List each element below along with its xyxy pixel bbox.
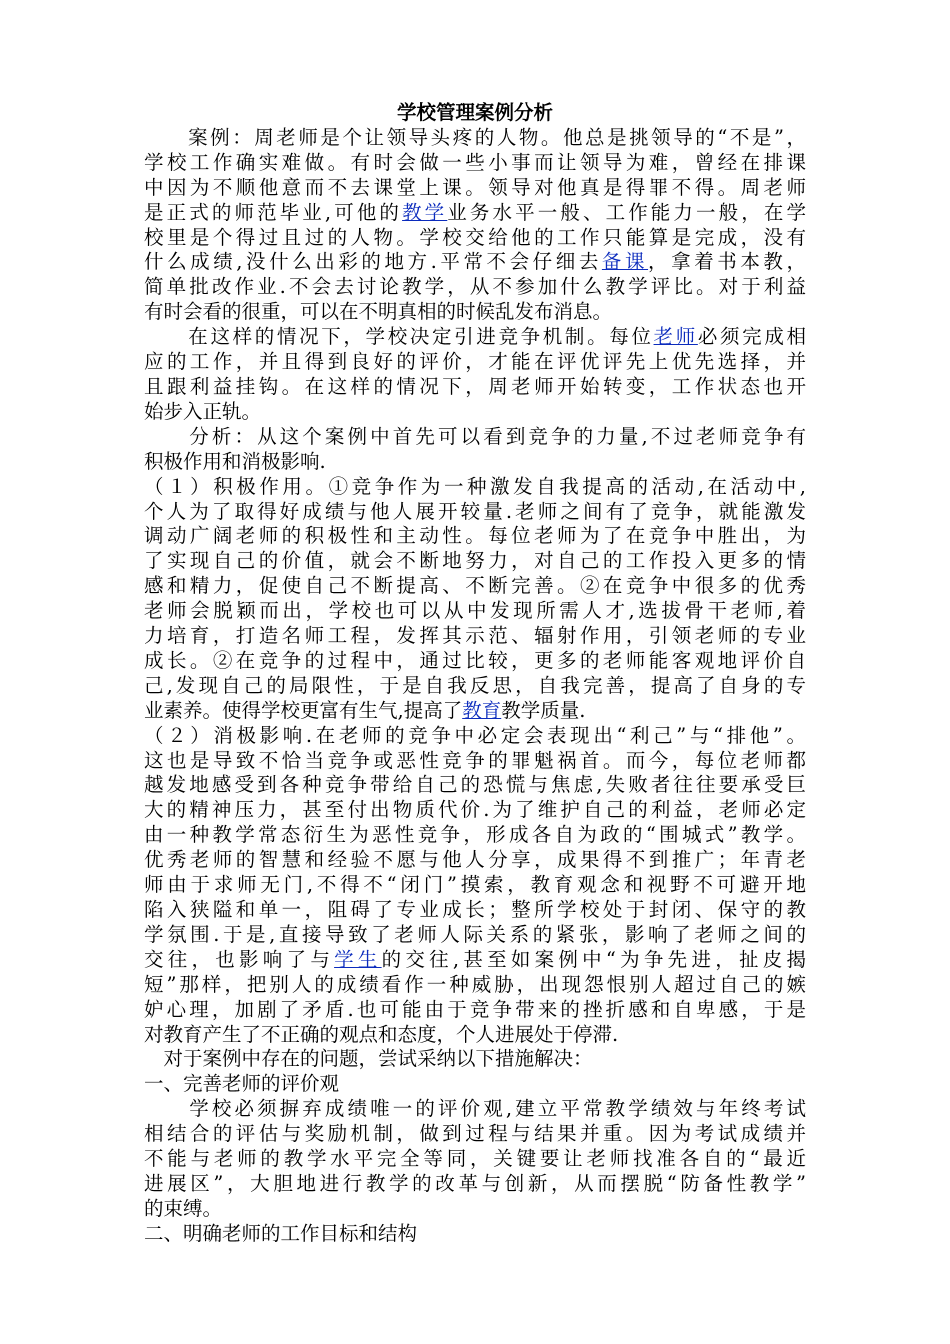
text-span: 己,发现自己的局限性，于是自我反思，自我完善，提高了自身的专 [144, 673, 806, 697]
text-span: ，拿着书本教， [648, 250, 806, 274]
text-line [144, 1097, 806, 1122]
text-line [144, 1197, 806, 1222]
text-line [144, 624, 806, 649]
text-line [144, 1122, 806, 1147]
text-line [144, 1147, 806, 1172]
text-span: 进展区”，大胆地进行教学的改革与创新，从而摆脱“防备性教学” [144, 1171, 806, 1195]
text-line [144, 823, 806, 848]
text-span: 业素养。使得学校更富有生气,提高了 [144, 698, 463, 722]
text-span: 相结合的评估与奖励机制，做到过程与结果并重。因为考试成绩并 [144, 1122, 806, 1146]
text-line [144, 923, 806, 948]
text-span: 在这样的情况下，学校决定引进竞争机制。每位 [144, 325, 654, 349]
text-span: 个人为了取得好成绩与他人展开较量.老师之间有了竞争，就能激发 [144, 499, 806, 523]
text-line [144, 873, 806, 898]
text-span: 案例：周老师是个让领导头疼的人物。他总是挑领导的“不是”， [144, 125, 806, 149]
document-title: 学校管理案例分析 [396, 101, 553, 124]
text-line [144, 948, 806, 973]
text-line [144, 250, 806, 275]
text-line [144, 475, 806, 500]
text-span: 由一种教学常态衍生为恶性竞争，形成各自为政的“围城式”教学。 [144, 823, 806, 847]
document-body [144, 101, 806, 1247]
text-line [144, 599, 806, 624]
text-span: 的交往,甚至如案例中“为争先进，扯皮揭 [381, 947, 806, 971]
text-line [144, 500, 806, 525]
text-line [144, 1222, 806, 1247]
text-line [144, 724, 806, 749]
text-span: 师由于求师无门,不得不“闭门”摸索，教育观念和视野不可避开地 [144, 873, 806, 897]
text-line [144, 848, 806, 873]
document-text [144, 126, 806, 1247]
text-line [144, 798, 806, 823]
text-line [144, 450, 806, 475]
text-span: 什么成绩,没什么出彩的地方.平常不会仔细去 [144, 250, 602, 274]
text-line [144, 1023, 806, 1048]
text-span: 应的工作，并且得到良好的评价，才能在评优评先上优先选择，并 [144, 350, 806, 374]
text-span: 是正式的师范毕业,可他的 [144, 200, 403, 224]
text-span: 学校工作确实难做。有时会做一些小事而让领导为难，曾经在排课 [144, 150, 806, 174]
text-line [144, 674, 806, 699]
text-span: 中因为不顺他意而不去课堂上课。领导对他真是得罪不得。周老师 [144, 175, 806, 199]
text-line [144, 275, 806, 300]
text-span: 业务水平一般、工作能力一般，在学 [447, 200, 806, 224]
inline-link[interactable]: 备课 [601, 250, 649, 274]
text-line [144, 1072, 806, 1097]
text-span: 有时会看的很重，可以在不明真相的时候乱发布消息。 [144, 300, 613, 324]
text-line [144, 574, 806, 599]
text-span: 老师会脱颖而出，学校也可以从中发现所需人才,选拔骨干老师,着 [144, 599, 806, 623]
text-line [144, 973, 806, 998]
text-span: 一、完善老师的评价观 [144, 1072, 340, 1096]
text-line [144, 524, 806, 549]
text-line [144, 998, 806, 1023]
text-line [144, 176, 806, 201]
text-span: 感和精力，促使自己不断提高、不断完善。②在竞争中很多的优秀 [144, 574, 806, 598]
text-span: 学校必须摒弃成绩唯一的评价观,建立平常教学绩效与年终考试 [144, 1097, 806, 1121]
text-span: （２）消极影响.在老师的竞争中必定会表现出“利己”与“排他”。 [144, 723, 806, 747]
text-line [144, 649, 806, 674]
text-line [144, 201, 806, 226]
text-span: 对于案例中存在的问题，尝试采纳以下措施解决： [144, 1047, 593, 1071]
text-line [144, 375, 806, 400]
text-span: 不能与老师的教学水平完全等同，关键要让老师找准各自的“最近 [144, 1147, 806, 1171]
text-span: 调动广阔老师的积极性和主动性。每位老师为了在竞争中胜出，为 [144, 524, 806, 548]
text-span: （１）积极作用。①竞争作为一种激发自我提高的活动,在活动中, [144, 474, 806, 498]
text-span: 短”那样，把别人的成绩看作一种威胁，出现怨恨别人超过自己的嫉 [144, 972, 806, 996]
text-span: 力培育，打造名师工程，发挥其示范、辐射作用，引领老师的专业 [144, 624, 806, 648]
text-line [144, 749, 806, 774]
text-span: 教学质量. [501, 698, 586, 722]
text-line [144, 300, 806, 325]
text-span: 优秀老师的智慧和经验不愿与他人分享，成果得不到推广；年青老 [144, 848, 806, 872]
text-line [144, 773, 806, 798]
text-span: 分析：从这个案例中首先可以看到竞争的力量,不过老师竞争有 [144, 424, 806, 448]
text-line [144, 1172, 806, 1197]
inline-link[interactable]: 教育 [462, 698, 502, 722]
text-line [144, 350, 806, 375]
text-span: 积极作用和消极影响. [144, 449, 326, 473]
text-span: 学氛围.于是,直接导致了老师人际关系的紧张，影响了老师之间的 [144, 922, 806, 946]
text-span: 成长。②在竞争的过程中，通过比较，更多的老师能客观地评价自 [144, 648, 806, 672]
text-line [144, 151, 806, 176]
inline-link[interactable]: 教学 [402, 200, 448, 224]
text-line [144, 699, 806, 724]
text-span: 二、明确老师的工作目标和结构 [144, 1221, 418, 1245]
text-span: 大的精神压力，甚至付出物质代价.为了维护自己的利益，老师必定 [144, 798, 806, 822]
text-span: 且跟利益挂钩。在这样的情况下，周老师开始转变，工作状态也开 [144, 374, 806, 398]
text-line [144, 126, 806, 151]
text-span: 交往，也影响了与 [144, 947, 335, 971]
inline-link[interactable]: 学生 [334, 947, 382, 971]
text-span: 的束缚。 [144, 1196, 223, 1220]
text-span: 陷入狭隘和单一，阻碍了专业成长；整所学校处于封闭、保守的教 [144, 898, 806, 921]
text-span: 这也是导致不恰当竞争或恶性竞争的罪魁祸首。而今，每位老师都 [144, 748, 806, 772]
text-span: 必须完成相 [697, 325, 806, 349]
inline-link[interactable]: 老师 [653, 325, 698, 349]
text-span: 对教育产生了不正确的观点和态度，个人进展处于停滞. [144, 1022, 619, 1046]
text-line [144, 400, 806, 425]
text-line [144, 425, 806, 450]
text-span: 始步入正轨。 [144, 399, 262, 423]
text-line [144, 1047, 806, 1072]
text-line [144, 898, 806, 923]
text-span: 越发地感受到各种竞争带给自己的恐慌与焦虑,失败者往往要承受巨 [144, 773, 806, 797]
text-span: 妒心理，加剧了矛盾.也可能由于竞争带来的挫折感和自卑感，于是 [144, 997, 806, 1021]
text-span: 校里是个得过且过的人物。学校交给他的工作只能算是完成，没有 [144, 225, 806, 249]
text-line [144, 549, 806, 574]
text-span: 简单批改作业.不会去讨论教学，从不参加什么教学评比。对于利益 [144, 275, 806, 299]
text-span: 了实现自己的价值，就会不断地努力，对自己的工作投入更多的情 [144, 549, 806, 573]
text-line [144, 325, 806, 350]
text-line [144, 226, 806, 251]
